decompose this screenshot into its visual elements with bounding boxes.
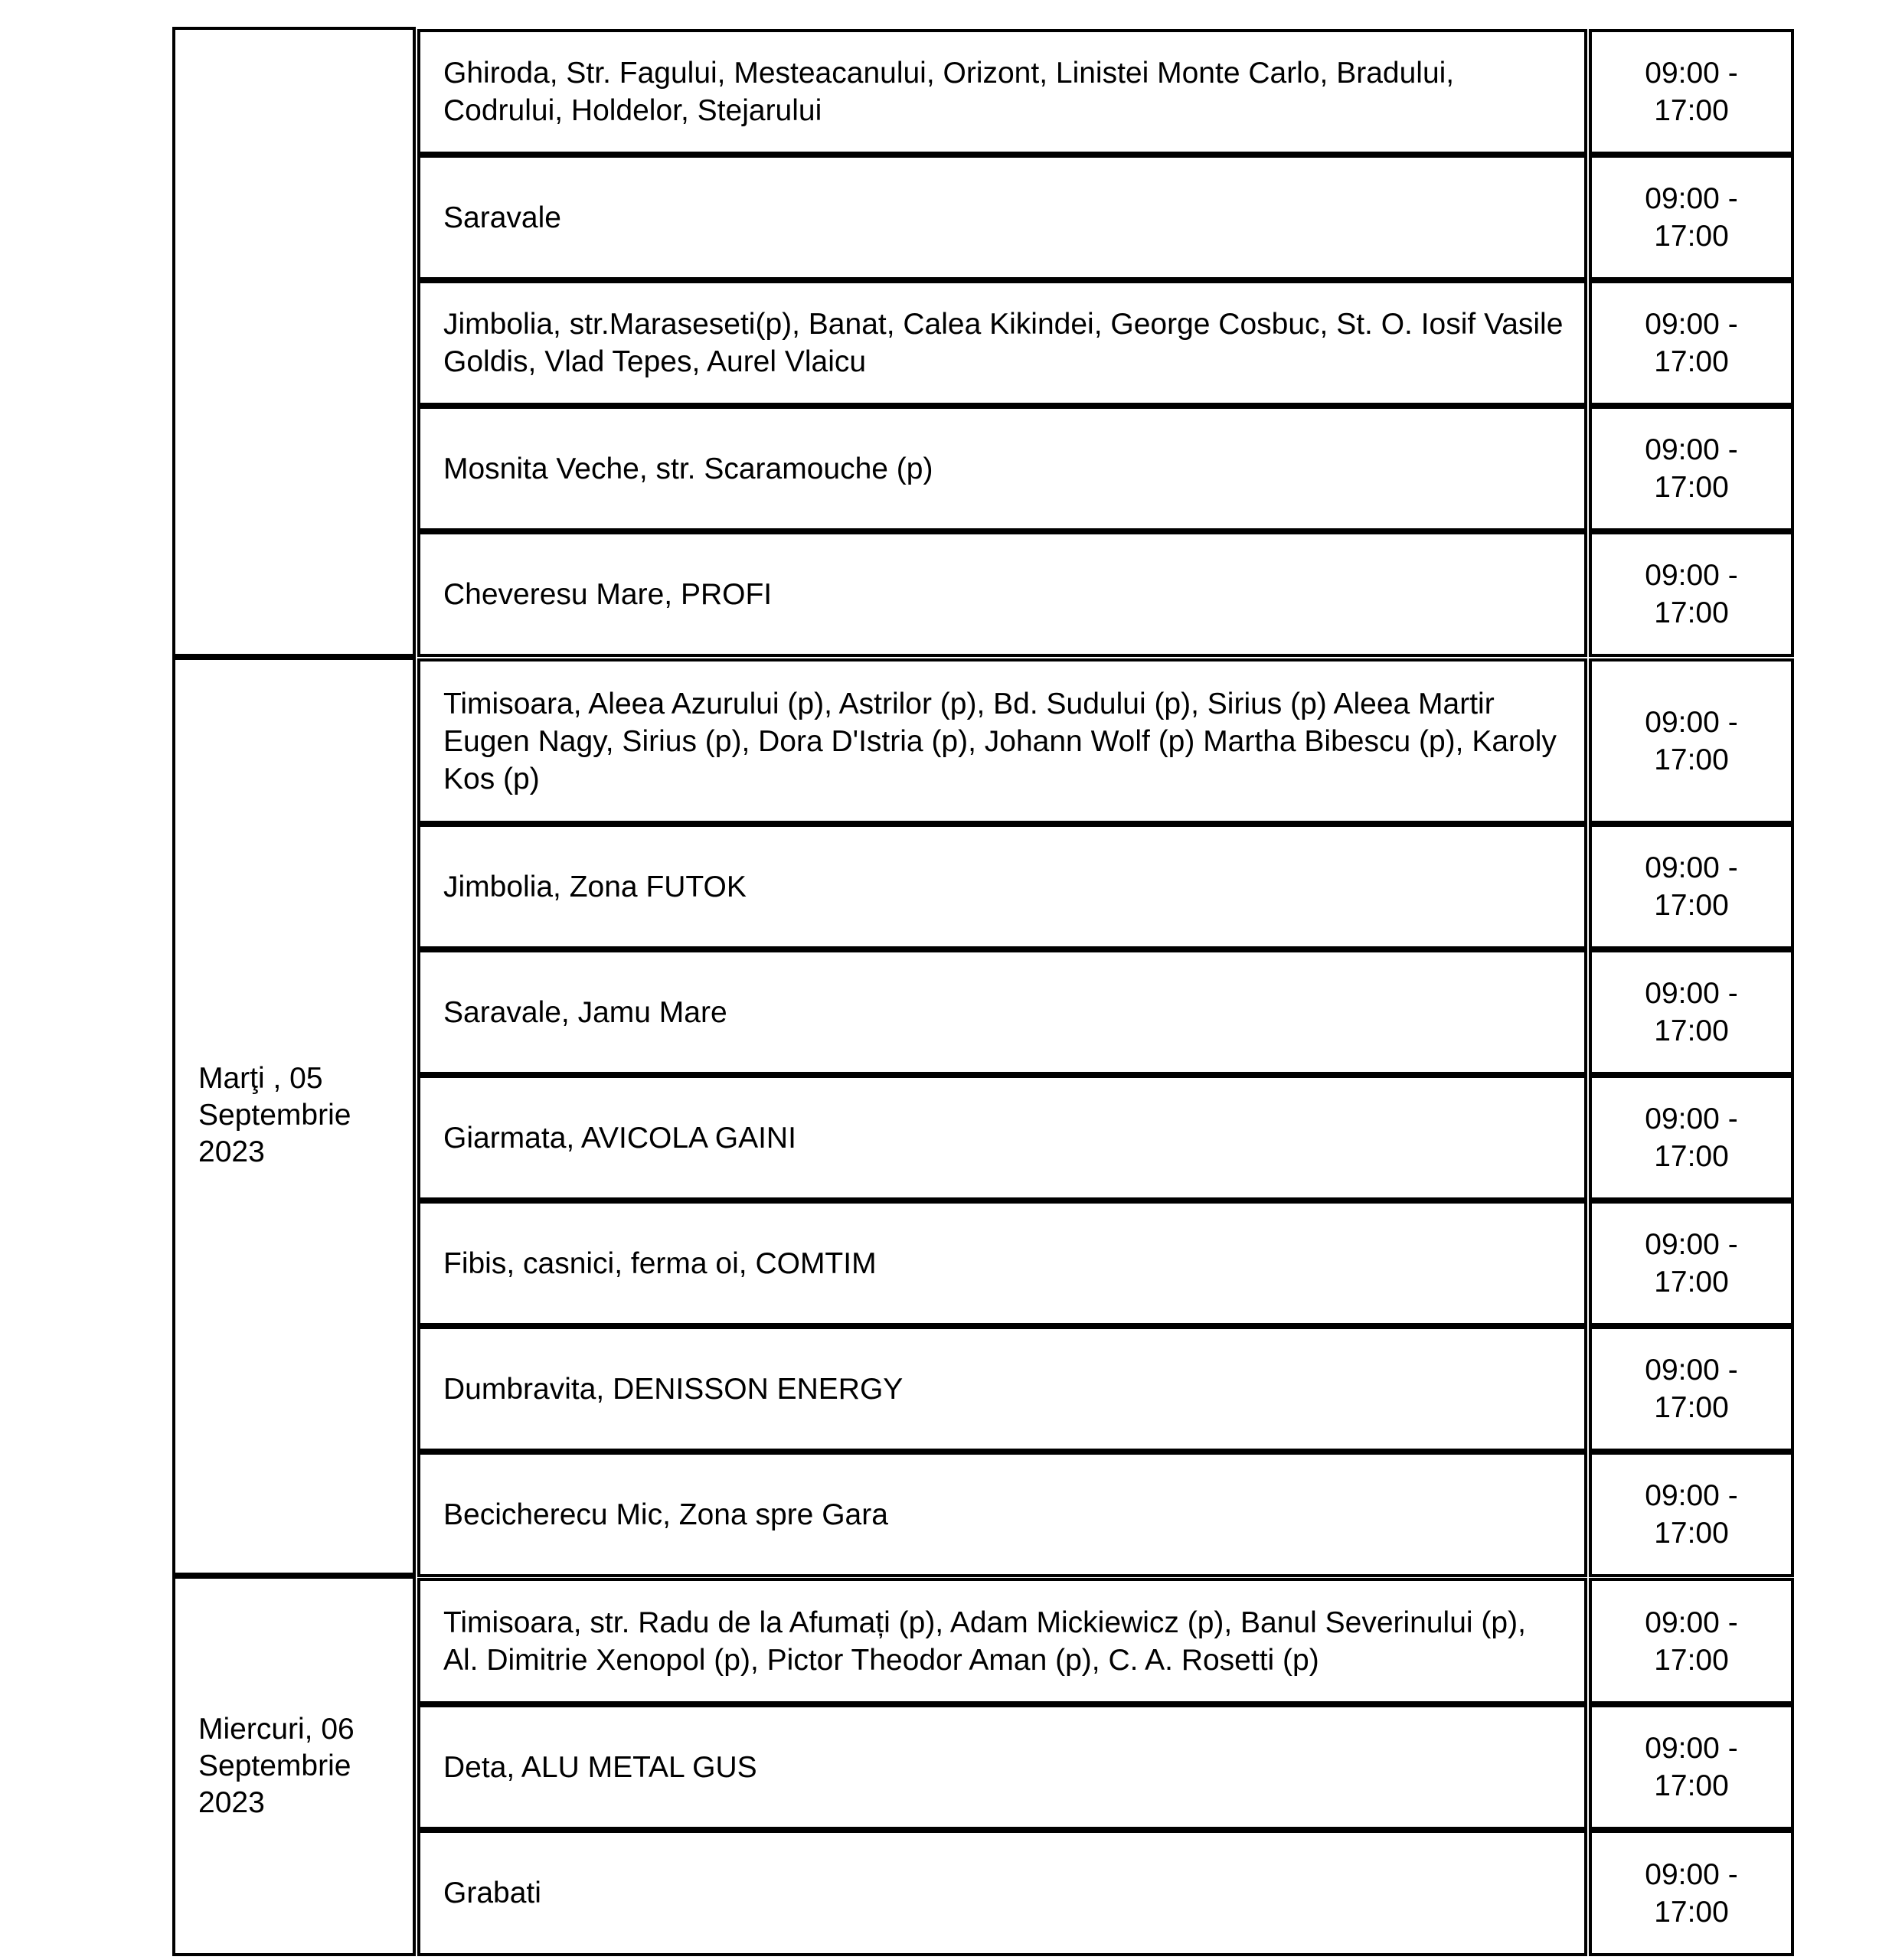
location-cell [417,1075,1587,1200]
time-end: 17:00 [1654,94,1729,127]
time-cell [1589,1326,1794,1452]
location-text: Giarmata, AVICOLA GAINI [443,1121,796,1155]
day-label-line: 2023 [198,1786,265,1819]
day-label-line: Marţi , 05 [198,1062,323,1095]
time-end: 17:00 [1654,1643,1729,1677]
time-start: 09:00 - [1645,1732,1738,1765]
location-text: Timisoara, str. Radu de la Afumați (p), Adam Mickiewicz (p), Banul Severinului (p), Al. Dimitrie Xenopol (p), Pictor Theodor Aman (p), C. A. Rosetti (p) [443,1606,1526,1677]
day-cell [172,1576,416,1956]
time-cell [1589,280,1794,406]
time-start: 09:00 - [1645,182,1738,215]
time-start: 09:00 - [1645,308,1738,341]
location-cell [417,658,1587,824]
location-cell [417,29,1587,155]
location-text: Deta, ALU METAL GUS [443,1750,757,1784]
day-cell [172,657,416,1576]
location-text: Grabati [443,1877,541,1909]
time-cell [1589,1578,1794,1704]
time-start: 09:00 - [1645,433,1738,466]
time-end: 17:00 [1654,1517,1729,1550]
location-cell [417,1578,1587,1704]
time-end: 17:00 [1654,471,1729,504]
location-text: Fibis, casnici, ferma oi, COMTIM [443,1246,877,1280]
location-text: Saravale, Jamu Mare [443,995,727,1029]
time-start: 09:00 - [1645,1354,1738,1387]
time-cell [1589,1200,1794,1326]
location-cell [417,280,1587,406]
location-text: Timisoara, Aleea Azurului (p), Astrilor (p), Bd. Sudului (p), Sirius (p) Aleea Martir Eugen Nagy, Sirius (p), Dora D'Istria (p), Johann Wolf (p) Martha Bibescu (p), Karoly Kos (p) [443,687,1557,795]
time-end: 17:00 [1654,1140,1729,1173]
time-start: 09:00 - [1645,1102,1738,1135]
location-cell [417,1704,1587,1830]
location-text: Dumbravita, DENISSON ENERGY [443,1372,904,1406]
location-text: Jimbolia, Zona FUTOK [443,870,747,903]
time-cell [1589,1830,1794,1956]
time-start: 09:00 - [1645,1479,1738,1512]
time-start: 09:00 - [1645,57,1738,90]
location-cell [417,1200,1587,1326]
time-end: 17:00 [1654,220,1729,253]
time-cell [1589,155,1794,280]
time-end: 17:00 [1654,1895,1729,1929]
time-end: 17:00 [1654,596,1729,629]
time-cell [1589,29,1794,155]
time-cell [1589,949,1794,1075]
location-cell [417,406,1587,531]
time-start: 09:00 - [1645,706,1738,739]
time-start: 09:00 - [1645,1857,1738,1891]
location-cell [417,155,1587,280]
location-text: Ghiroda, Str. Fagului, Mesteacanului, Orizont, Linistei Monte Carlo, Bradului, Codrului, Holdelor, Stejarului [443,57,1455,127]
day-label [198,1060,351,1171]
time-start: 09:00 - [1645,559,1738,592]
location-text: Saravale [443,201,561,234]
time-end: 17:00 [1654,1266,1729,1298]
location-cell [417,824,1587,949]
time-cell [1589,1704,1794,1830]
location-text: Becicherecu Mic, Zona spre Gara [443,1498,888,1531]
time-end: 17:00 [1654,345,1729,378]
day-label [198,1711,355,1821]
location-text: Jimbolia, str.Maraseseti(p), Banat, Calea Kikindei, George Cosbuc, St. O. Iosif Vasile Goldis, Vlad Tepes, Aurel Vlaicu [443,308,1564,378]
time-cell [1589,658,1794,824]
time-start: 09:00 - [1645,1228,1738,1261]
day-label-line: Septembrie [198,1099,351,1132]
time-cell [1589,1075,1794,1200]
location-cell [417,1830,1587,1956]
time-end: 17:00 [1654,1391,1729,1424]
location-cell [417,1326,1587,1452]
time-start: 09:00 - [1645,1606,1738,1639]
location-text: Mosnita Veche, str. Scaramouche (p) [443,452,933,485]
time-cell [1589,824,1794,949]
location-cell [417,949,1587,1075]
time-cell [1589,1452,1794,1577]
location-text: Cheveresu Mare, PROFI [443,577,773,611]
location-cell [417,531,1587,657]
location-cell [417,1452,1587,1577]
day-label-line: Miercuri, 06 [198,1713,355,1746]
time-start: 09:00 - [1645,851,1738,884]
time-cell [1589,531,1794,657]
time-end: 17:00 [1654,1769,1729,1802]
day-label-line: 2023 [198,1135,265,1168]
time-start: 09:00 - [1645,977,1738,1010]
time-cell [1589,406,1794,531]
time-end: 17:00 [1654,743,1729,776]
day-label-line: Septembrie [198,1749,351,1782]
time-end: 17:00 [1654,1014,1729,1047]
day-cell [172,27,416,657]
time-end: 17:00 [1654,889,1729,922]
